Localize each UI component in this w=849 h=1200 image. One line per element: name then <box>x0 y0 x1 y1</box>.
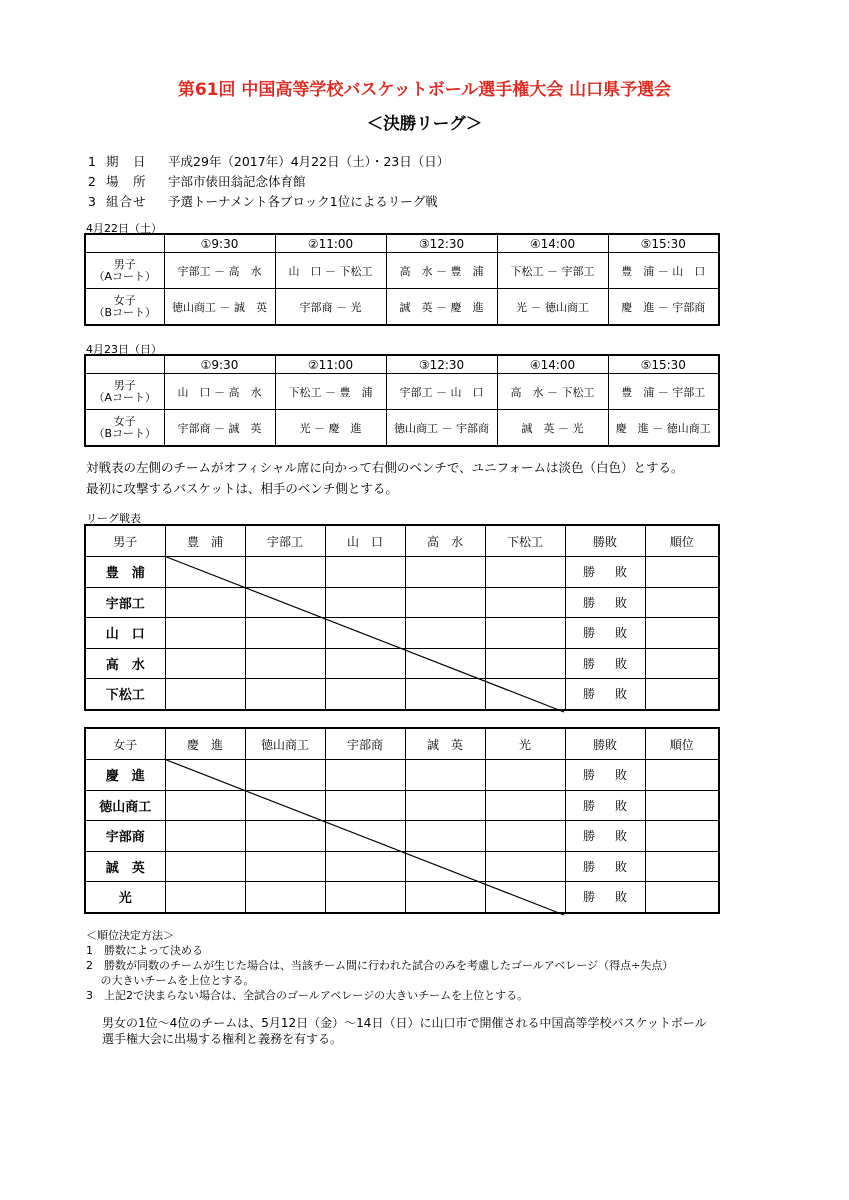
win-loss-cell <box>565 679 645 710</box>
result-cell <box>245 557 325 588</box>
result-cell <box>405 851 485 882</box>
team-header: 宇部工 <box>245 525 325 557</box>
match-cell: 徳山商工 － 誠 英 <box>164 289 275 326</box>
time-cell: ⑤15:30 <box>608 234 719 253</box>
time-cell: ④14:00 <box>497 234 608 253</box>
match-cell: 宇部工 － 山 口 <box>386 374 497 410</box>
result-cell <box>325 557 405 588</box>
note-line: 対戦表の左側のチームがオフィシャル席に向かって右側のベンチで、ユニフォームは淡色（白色）とする。 <box>86 460 684 475</box>
info-format <box>88 192 438 210</box>
label-line: （Bコート） <box>93 426 157 440</box>
team-row-label: 高 水 <box>85 648 165 679</box>
label-line: 女子 <box>113 414 136 428</box>
rank-cell <box>645 821 719 852</box>
result-cell <box>165 851 245 882</box>
win-loss-cell <box>565 760 645 791</box>
loss-label: 敗 <box>614 656 627 671</box>
loss-label: 敗 <box>614 798 627 813</box>
final-note-line: 男女の1位～4位のチームは、5月12日（金）～14日（日）に山口市で開催される中国高等学校バスケットボール <box>102 1016 707 1030</box>
result-cell <box>325 618 405 649</box>
team-row-label: 下松工 <box>85 679 165 710</box>
team-row-label: 山 口 <box>85 618 165 649</box>
men-league-table <box>84 524 720 711</box>
win-label: 勝 <box>582 656 595 671</box>
corner-cell <box>85 355 164 374</box>
table-row <box>85 557 719 588</box>
result-cell <box>405 679 485 710</box>
result-cell <box>325 587 405 618</box>
info-value: 平成29年（2017年）4月22日（土）・23日（日） <box>168 154 450 169</box>
table-row <box>85 618 719 649</box>
rank-cell <box>645 587 719 618</box>
time-cell: ①9:30 <box>164 355 275 374</box>
table-row <box>85 648 719 679</box>
match-cell: 誠 英 － 光 <box>497 410 608 447</box>
result-cell <box>485 851 565 882</box>
match-cell: 慶 進 － 宇部商 <box>608 289 719 326</box>
result-cell <box>485 679 565 710</box>
team-row-label: 徳山商工 <box>85 790 165 821</box>
win-label: 勝 <box>582 768 595 783</box>
result-cell <box>325 821 405 852</box>
win-loss-header: 勝敗 <box>565 525 645 557</box>
table-row <box>85 882 719 913</box>
result-cell <box>325 760 405 791</box>
rank-cell <box>645 557 719 588</box>
match-cell: 宇部工 － 高 水 <box>164 253 275 289</box>
rank-cell <box>645 790 719 821</box>
win-label: 勝 <box>582 829 595 844</box>
men-court-label <box>85 374 164 410</box>
win-loss-header: 勝敗 <box>565 728 645 760</box>
page-subtitle: ＜決勝リーグ＞ <box>366 114 483 133</box>
win-loss-cell <box>565 648 645 679</box>
result-cell <box>485 618 565 649</box>
result-cell <box>485 760 565 791</box>
label-line: （Aコート） <box>93 269 157 283</box>
day1-schedule-table <box>84 233 720 326</box>
team-header: 徳山商工 <box>245 728 325 760</box>
result-cell <box>165 679 245 710</box>
time-cell: ②11:00 <box>275 234 386 253</box>
loss-label: 敗 <box>614 890 627 905</box>
match-cell: 慶 進 － 徳山商工 <box>608 410 719 447</box>
result-cell <box>245 760 325 791</box>
women-court-label <box>85 289 164 326</box>
info-label: 期 日 <box>106 154 147 169</box>
result-cell <box>165 618 245 649</box>
page-title: 第61回 中国高等学校バスケットボール選手権大会 山口県予選会 <box>177 80 672 100</box>
rank-cell <box>645 679 719 710</box>
win-label: 勝 <box>582 890 595 905</box>
team-row-label: 慶 進 <box>85 760 165 791</box>
match-cell: 山 口 － 高 水 <box>164 374 275 410</box>
result-cell <box>405 557 485 588</box>
rule-line: 1 勝数によって決める <box>86 944 203 957</box>
win-label: 勝 <box>582 626 595 641</box>
win-label: 勝 <box>582 565 595 580</box>
result-cell <box>245 618 325 649</box>
result-cell <box>485 882 565 913</box>
match-cell: 徳山商工 － 宇部商 <box>386 410 497 447</box>
team-header: 山 口 <box>325 525 405 557</box>
info-label: 組合せ <box>106 194 147 209</box>
match-cell: 宇部商 － 光 <box>275 289 386 326</box>
match-cell: 宇部商 － 誠 英 <box>164 410 275 447</box>
match-cell: 光 － 徳山商工 <box>497 289 608 326</box>
team-row-label: 誠 英 <box>85 851 165 882</box>
result-cell <box>245 648 325 679</box>
result-cell <box>485 557 565 588</box>
info-label: 場 所 <box>106 174 147 189</box>
result-cell <box>245 790 325 821</box>
team-header: 宇部商 <box>325 728 405 760</box>
win-loss-cell <box>565 851 645 882</box>
label-line: 女子 <box>113 293 136 307</box>
rule-line: の大きいチームを上位とする。 <box>86 974 255 987</box>
table-row <box>85 760 719 791</box>
label-line: 男子 <box>113 378 136 392</box>
win-loss-cell <box>565 618 645 649</box>
rank-cell <box>645 882 719 913</box>
info-value: 予選トーナメント各ブロック1位によるリーグ戦 <box>168 194 438 209</box>
result-cell <box>485 648 565 679</box>
loss-label: 敗 <box>614 859 627 874</box>
table-row <box>85 587 719 618</box>
loss-label: 敗 <box>614 687 627 702</box>
win-loss-cell <box>565 557 645 588</box>
result-cell <box>485 821 565 852</box>
match-cell: 下松工 － 豊 浦 <box>275 374 386 410</box>
info-date <box>88 152 449 170</box>
time-cell: ③12:30 <box>386 355 497 374</box>
info-num: 2 <box>88 174 96 189</box>
rank-cell <box>645 760 719 791</box>
result-cell <box>165 648 245 679</box>
info-num: 3 <box>88 194 96 209</box>
match-cell: 誠 英 － 慶 進 <box>386 289 497 326</box>
match-cell: 豊 浦 － 山 口 <box>608 253 719 289</box>
loss-label: 敗 <box>614 829 627 844</box>
result-cell <box>165 587 245 618</box>
league-label: 女子 <box>85 728 165 760</box>
result-cell <box>405 587 485 618</box>
match-cell: 下松工 － 宇部工 <box>497 253 608 289</box>
final-note-line: 選手権大会に出場する権利と義務を有する。 <box>102 1032 343 1046</box>
result-cell <box>165 882 245 913</box>
label-line: 男子 <box>113 257 136 271</box>
result-cell <box>165 557 245 588</box>
match-cell: 高 水 － 豊 浦 <box>386 253 497 289</box>
result-cell <box>325 790 405 821</box>
team-row-label: 光 <box>85 882 165 913</box>
table-row <box>85 679 719 710</box>
women-league-table <box>84 727 720 914</box>
table-row <box>85 851 719 882</box>
day2-schedule-table <box>84 354 720 447</box>
info-value: 宇部市俵田翁記念体育館 <box>168 174 306 189</box>
label-line: （Bコート） <box>93 305 157 319</box>
rank-cell <box>645 851 719 882</box>
win-loss-cell <box>565 587 645 618</box>
team-row-label: 宇部工 <box>85 587 165 618</box>
result-cell <box>325 851 405 882</box>
win-label: 勝 <box>582 687 595 702</box>
result-cell <box>245 851 325 882</box>
rank-cell <box>645 648 719 679</box>
win-label: 勝 <box>582 859 595 874</box>
result-cell <box>165 790 245 821</box>
time-cell: ③12:30 <box>386 234 497 253</box>
result-cell <box>405 790 485 821</box>
team-header: 誠 英 <box>405 728 485 760</box>
result-cell <box>485 587 565 618</box>
time-cell: ⑤15:30 <box>608 355 719 374</box>
table-row <box>85 790 719 821</box>
men-court-label <box>85 253 164 289</box>
win-loss-cell <box>565 882 645 913</box>
day1-date: 4月22日（土） <box>86 222 162 235</box>
result-cell <box>165 821 245 852</box>
rank-header: 順位 <box>645 728 719 760</box>
win-loss-cell <box>565 821 645 852</box>
match-cell: 山 口 － 下松工 <box>275 253 386 289</box>
match-cell: 光 － 慶 進 <box>275 410 386 447</box>
rule-line: 2 勝数が同数のチームが生じた場合は、当該チーム間に行われた試合のみを考慮したゴールアベレージ（得点÷失点） <box>86 959 674 972</box>
corner-cell <box>85 234 164 253</box>
result-cell <box>405 618 485 649</box>
day2-date: 4月23日（日） <box>86 343 162 356</box>
loss-label: 敗 <box>614 595 627 610</box>
team-header: 豊 浦 <box>165 525 245 557</box>
result-cell <box>245 882 325 913</box>
team-row-label: 豊 浦 <box>85 557 165 588</box>
team-header: 高 水 <box>405 525 485 557</box>
win-label: 勝 <box>582 798 595 813</box>
team-row-label: 宇部商 <box>85 821 165 852</box>
loss-label: 敗 <box>614 565 627 580</box>
women-court-label <box>85 410 164 447</box>
time-cell: ②11:00 <box>275 355 386 374</box>
result-cell <box>245 587 325 618</box>
team-header: 慶 進 <box>165 728 245 760</box>
result-cell <box>325 882 405 913</box>
match-cell: 豊 浦 － 宇部工 <box>608 374 719 410</box>
team-header: 下松工 <box>485 525 565 557</box>
rules-title: ＜順位決定方法＞ <box>86 929 174 942</box>
league-label: 男子 <box>85 525 165 557</box>
result-cell <box>485 790 565 821</box>
rank-cell <box>645 618 719 649</box>
info-num: 1 <box>88 154 96 169</box>
result-cell <box>405 648 485 679</box>
result-cell <box>325 648 405 679</box>
win-loss-cell <box>565 790 645 821</box>
result-cell <box>245 679 325 710</box>
rule-line: 3 上記2で決まらない場合は、全試合のゴールアベレージの大きいチームを上位とする。 <box>86 989 529 1002</box>
info-venue <box>88 172 306 190</box>
time-cell: ①9:30 <box>164 234 275 253</box>
league-title: リーグ戦表 <box>86 512 141 525</box>
note-line: 最初に攻撃するバスケットは、相手のベンチ側とする。 <box>86 481 398 496</box>
team-header: 光 <box>485 728 565 760</box>
win-label: 勝 <box>582 595 595 610</box>
result-cell <box>405 760 485 791</box>
label-line: （Aコート） <box>93 390 157 404</box>
result-cell <box>325 679 405 710</box>
result-cell <box>405 821 485 852</box>
loss-label: 敗 <box>614 768 627 783</box>
result-cell <box>165 760 245 791</box>
result-cell <box>245 821 325 852</box>
match-cell: 高 水 － 下松工 <box>497 374 608 410</box>
table-row <box>85 821 719 852</box>
rank-header: 順位 <box>645 525 719 557</box>
result-cell <box>405 882 485 913</box>
time-cell: ④14:00 <box>497 355 608 374</box>
loss-label: 敗 <box>614 626 627 641</box>
